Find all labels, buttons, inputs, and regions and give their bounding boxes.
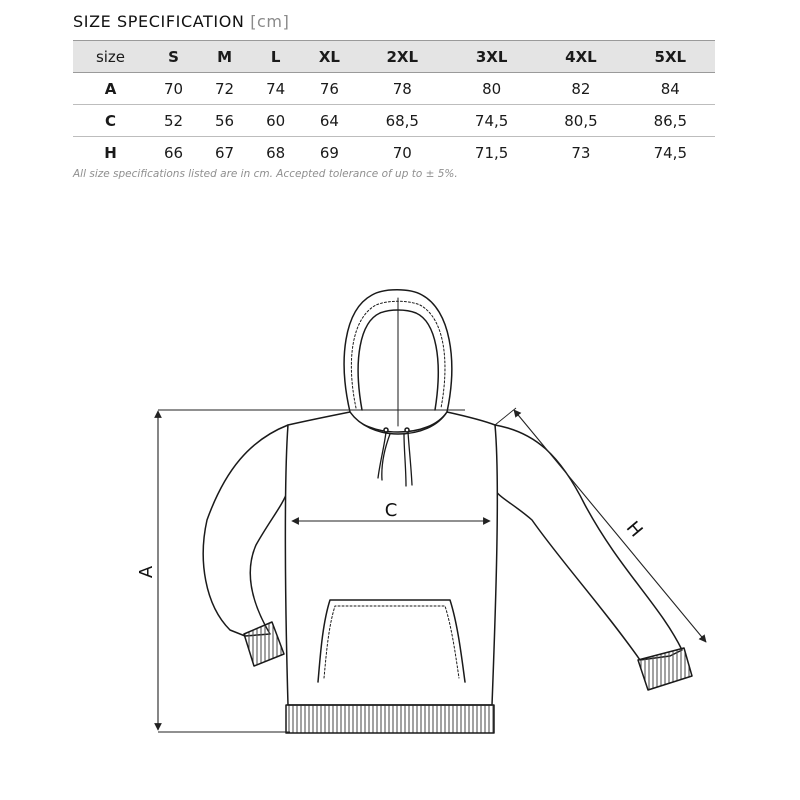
- table-cell: 86,5: [626, 105, 715, 137]
- table-cell: 80: [447, 73, 536, 105]
- title-main: SIZE SPECIFICATION: [73, 12, 245, 31]
- size-header-cell: 5XL: [626, 41, 715, 73]
- size-header-cell: XL: [301, 41, 357, 73]
- size-header-cell: L: [250, 41, 301, 73]
- table-cell: 74,5: [447, 105, 536, 137]
- size-header-cell: 2XL: [358, 41, 447, 73]
- row-label: A: [73, 73, 148, 105]
- table-cell: 69: [319, 143, 339, 162]
- right-sleeve: [495, 425, 682, 660]
- table-cell: 78: [358, 73, 447, 105]
- table-cell: 66: [163, 143, 184, 162]
- grommet-left: [384, 428, 388, 432]
- dimension-label-h: H: [621, 517, 647, 542]
- table-cell: 82: [536, 73, 625, 105]
- size-header-cell: M: [199, 41, 250, 73]
- table-cell: 70: [392, 143, 412, 162]
- size-header-cell: 3XL: [447, 41, 536, 73]
- table-cell: 74,5: [653, 143, 687, 162]
- tolerance-note: All size specifications listed are in cm. Accepted tolerance of up to ± 5%.: [73, 168, 458, 180]
- dimension-label-c: C: [384, 500, 398, 521]
- left-sleeve: [203, 425, 288, 636]
- table-cell: 74: [250, 73, 301, 105]
- table-cell: 72: [199, 73, 250, 105]
- dimension-label-a: A: [136, 565, 157, 579]
- table-cell: 71,5: [474, 143, 509, 162]
- table-cell: 67: [215, 143, 235, 162]
- table-cell: 76: [301, 73, 357, 105]
- size-header-cell: 4XL: [536, 41, 625, 73]
- table-cell: 80,5: [536, 105, 625, 137]
- title-unit: [cm]: [250, 12, 290, 31]
- waistband: [286, 705, 494, 733]
- table-cell: 60: [250, 105, 301, 137]
- hoodie-illustration: [203, 290, 692, 733]
- table-cell: 68,5: [358, 105, 447, 137]
- row-label: C: [73, 105, 148, 137]
- size-header-cell: S: [148, 41, 199, 73]
- hoodie-body: [285, 412, 497, 705]
- table-cell: 73: [571, 143, 591, 162]
- table-cell: 56: [199, 105, 250, 137]
- row-label: H: [104, 143, 117, 162]
- grommet-right: [405, 428, 409, 432]
- table-cell: 84: [626, 73, 715, 105]
- table-cell: 64: [301, 105, 357, 137]
- table-cell: 70: [148, 73, 199, 105]
- table-cell: 68: [266, 143, 286, 162]
- table-cell: 52: [148, 105, 199, 137]
- size-header-label: size: [73, 41, 148, 73]
